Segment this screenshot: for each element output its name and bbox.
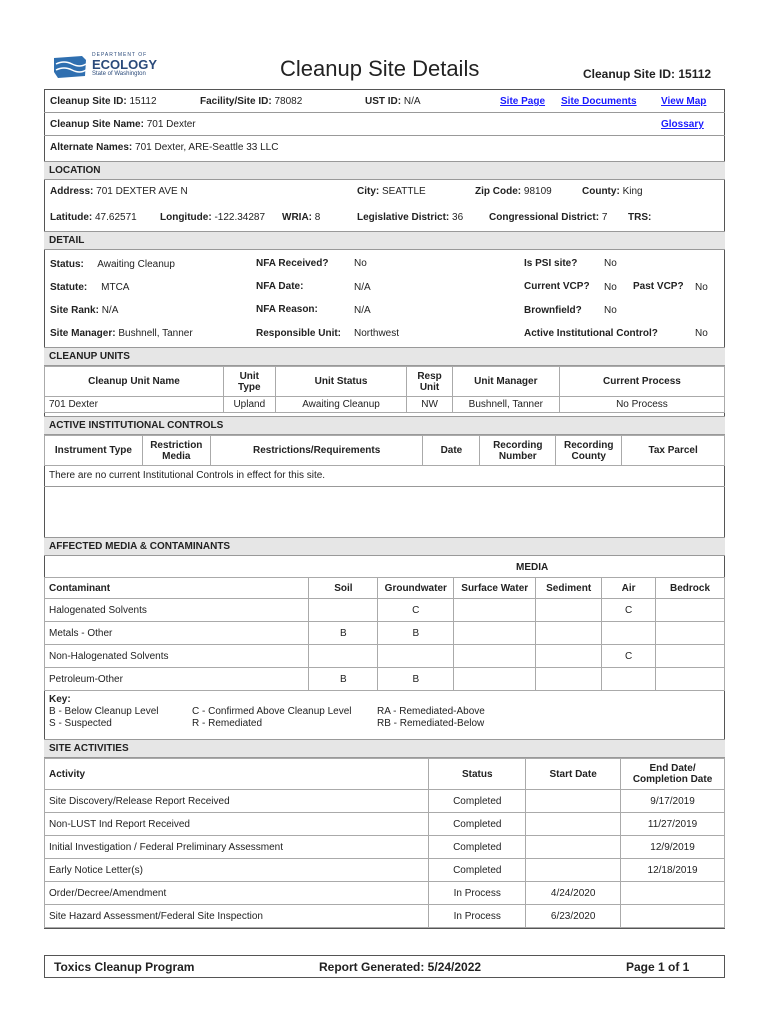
- cu-header: Resp Unit: [407, 367, 452, 397]
- aic-value: No: [695, 328, 708, 339]
- latitude-field: Latitude: 47.62571: [50, 212, 137, 223]
- site-page-link[interactable]: Site Page: [500, 96, 546, 107]
- psi-value: No: [604, 258, 617, 269]
- site-id-field: Cleanup Site ID: 15112: [50, 96, 157, 107]
- table-row: Initial Investigation / Federal Preliminary Assessment Completed 12/9/2019: [45, 836, 725, 859]
- page-title: Cleanup Site Details: [280, 56, 480, 81]
- site-manager-field: Site Manager: Bushnell, Tanner: [50, 328, 193, 339]
- site-documents-link[interactable]: Site Documents: [561, 96, 637, 107]
- table-row: Order/Decree/Amendment In Process 4/24/2020: [45, 882, 725, 905]
- city-field: City: SEATTLE: [357, 186, 426, 197]
- table-row: Non-LUST Ind Report Received Completed 11/27/2019: [45, 813, 725, 836]
- site-rank-field: Site Rank: N/A: [50, 305, 119, 316]
- logo-line1: DEPARTMENT OF: [92, 52, 148, 58]
- media-header: Air: [602, 578, 656, 599]
- activities-heading: SITE ACTIVITIES: [44, 739, 725, 758]
- brownfield-value: No: [604, 305, 617, 316]
- location-heading: LOCATION: [44, 161, 725, 180]
- legislative-field: Legislative District: 36: [357, 212, 464, 223]
- current-vcp-label: Current VCP?: [524, 281, 590, 292]
- act-header: End Date/ Completion Date: [621, 759, 725, 790]
- wria-field: WRIA: 8: [282, 212, 321, 223]
- alt-names-field: Alternate Names: 701 Dexter, ARE-Seattle 33 LLC: [50, 142, 279, 153]
- aic-label: Active Institutional Control?: [524, 328, 658, 339]
- table-row: Non-Halogenated Solvents C: [45, 645, 725, 668]
- cu-header: Unit Status: [275, 367, 407, 397]
- key-c: C - Confirmed Above Cleanup Level: [192, 706, 352, 717]
- table-row: Halogenated Solvents C C: [45, 599, 725, 622]
- act-header: Activity: [45, 759, 429, 790]
- washington-state-icon: [52, 54, 88, 80]
- detail-heading: DETAIL: [44, 231, 725, 250]
- key-ra: RA - Remediated-Above: [377, 706, 485, 717]
- responsible-unit-value: Northwest: [354, 328, 400, 339]
- cu-header: Unit Type: [223, 367, 275, 397]
- cleanup-units-table: [44, 366, 725, 413]
- status-field: Status: Awaiting Cleanup: [50, 259, 175, 270]
- ecology-logo: [52, 52, 158, 82]
- media-label: MEDIA: [516, 562, 549, 573]
- media-header: Sediment: [536, 578, 602, 599]
- institutional-table: [44, 435, 725, 466]
- current-vcp-value: No: [604, 282, 617, 293]
- media-header: Bedrock: [656, 578, 725, 599]
- footer-program: Toxics Cleanup Program: [54, 960, 195, 974]
- county-field: County: King: [582, 186, 643, 197]
- brownfield-label: Brownfield?: [524, 305, 582, 316]
- statute-field: Statute: MTCA: [50, 282, 130, 293]
- nfa-date-value: N/A: [354, 282, 371, 293]
- cu-header: Cleanup Unit Name: [45, 367, 224, 397]
- key-b: B - Below Cleanup Level: [49, 706, 159, 717]
- header-site-id: Cleanup Site ID: 15112: [583, 67, 712, 81]
- no-controls-message: There are no current Institutional Controls in effect for this site.: [49, 470, 326, 481]
- congressional-field: Congressional District: 7: [489, 212, 608, 223]
- ic-header: Instrument Type: [45, 436, 143, 466]
- nfa-received-value: No: [354, 258, 367, 269]
- cleanup-units-heading: CLEANUP UNITS: [44, 347, 725, 366]
- psi-label: Is PSI site?: [524, 258, 578, 269]
- media-heading: AFFECTED MEDIA & CONTAMINANTS: [44, 537, 725, 556]
- view-map-link[interactable]: View Map: [661, 96, 707, 107]
- act-header: Status: [429, 759, 526, 790]
- key-s: S - Suspected: [49, 718, 112, 729]
- cu-header: Unit Manager: [452, 367, 559, 397]
- longitude-field: Longitude: -122.34287: [160, 212, 266, 223]
- footer-page: Page 1 of 1: [626, 960, 690, 974]
- report-footer: [44, 955, 725, 978]
- responsible-unit-label: Responsible Unit:: [256, 328, 342, 339]
- nfa-reason-value: N/A: [354, 305, 371, 316]
- ic-header: Restriction Media: [142, 436, 210, 466]
- key-r: R - Remediated: [192, 718, 263, 729]
- nfa-date-label: NFA Date:: [256, 281, 304, 292]
- nfa-reason-label: NFA Reason:: [256, 304, 318, 315]
- table-row: Metals - Other B B: [45, 622, 725, 645]
- table-row: Site Discovery/Release Report Received Completed 9/17/2019: [45, 790, 725, 813]
- ust-id-field: UST ID: N/A: [365, 96, 421, 107]
- ic-header: Tax Parcel: [622, 436, 725, 466]
- institutional-heading: ACTIVE INSTITUTIONAL CONTROLS: [44, 416, 725, 435]
- ic-header: Recording Number: [480, 436, 556, 466]
- activities-table: [44, 758, 725, 928]
- glossary-link[interactable]: Glossary: [661, 119, 704, 130]
- nfa-received-label: NFA Received?: [256, 258, 329, 269]
- table-row: Site Hazard Assessment/Federal Site Inspection In Process 6/23/2020: [45, 905, 725, 928]
- site-name-field: Cleanup Site Name: 701 Dexter: [50, 119, 196, 130]
- ic-header: Restrictions/Requirements: [210, 436, 423, 466]
- facility-id-field: Facility/Site ID: 78082: [200, 96, 303, 107]
- table-row: 701 Dexter Upland Awaiting Cleanup NW Bushnell, Tanner No Process: [45, 397, 725, 413]
- ic-header: Recording County: [556, 436, 622, 466]
- logo-line3: State of Washington: [92, 71, 146, 77]
- ic-header: Date: [423, 436, 480, 466]
- past-vcp-label: Past VCP?: [633, 281, 684, 292]
- address-field: Address: 701 DEXTER AVE N: [50, 186, 188, 197]
- media-header: Contaminant: [45, 578, 309, 599]
- zip-field: Zip Code: 98109: [475, 186, 552, 197]
- key-label: Key:: [49, 694, 71, 705]
- media-table: [44, 577, 725, 691]
- key-rb: RB - Remediated-Below: [377, 718, 485, 729]
- logo-line2: ECOLOGY: [92, 57, 158, 72]
- trs-field: TRS:: [628, 212, 652, 223]
- footer-generated: Report Generated: 5/24/2022: [319, 960, 482, 974]
- media-header: Groundwater: [378, 578, 454, 599]
- table-row: Early Notice Letter(s) Completed 12/18/2019: [45, 859, 725, 882]
- past-vcp-value: No: [695, 282, 708, 293]
- table-row: Petroleum-Other B B: [45, 668, 725, 691]
- media-header: Soil: [309, 578, 378, 599]
- cu-header: Current Process: [559, 367, 724, 397]
- media-header: Surface Water: [454, 578, 536, 599]
- act-header: Start Date: [526, 759, 621, 790]
